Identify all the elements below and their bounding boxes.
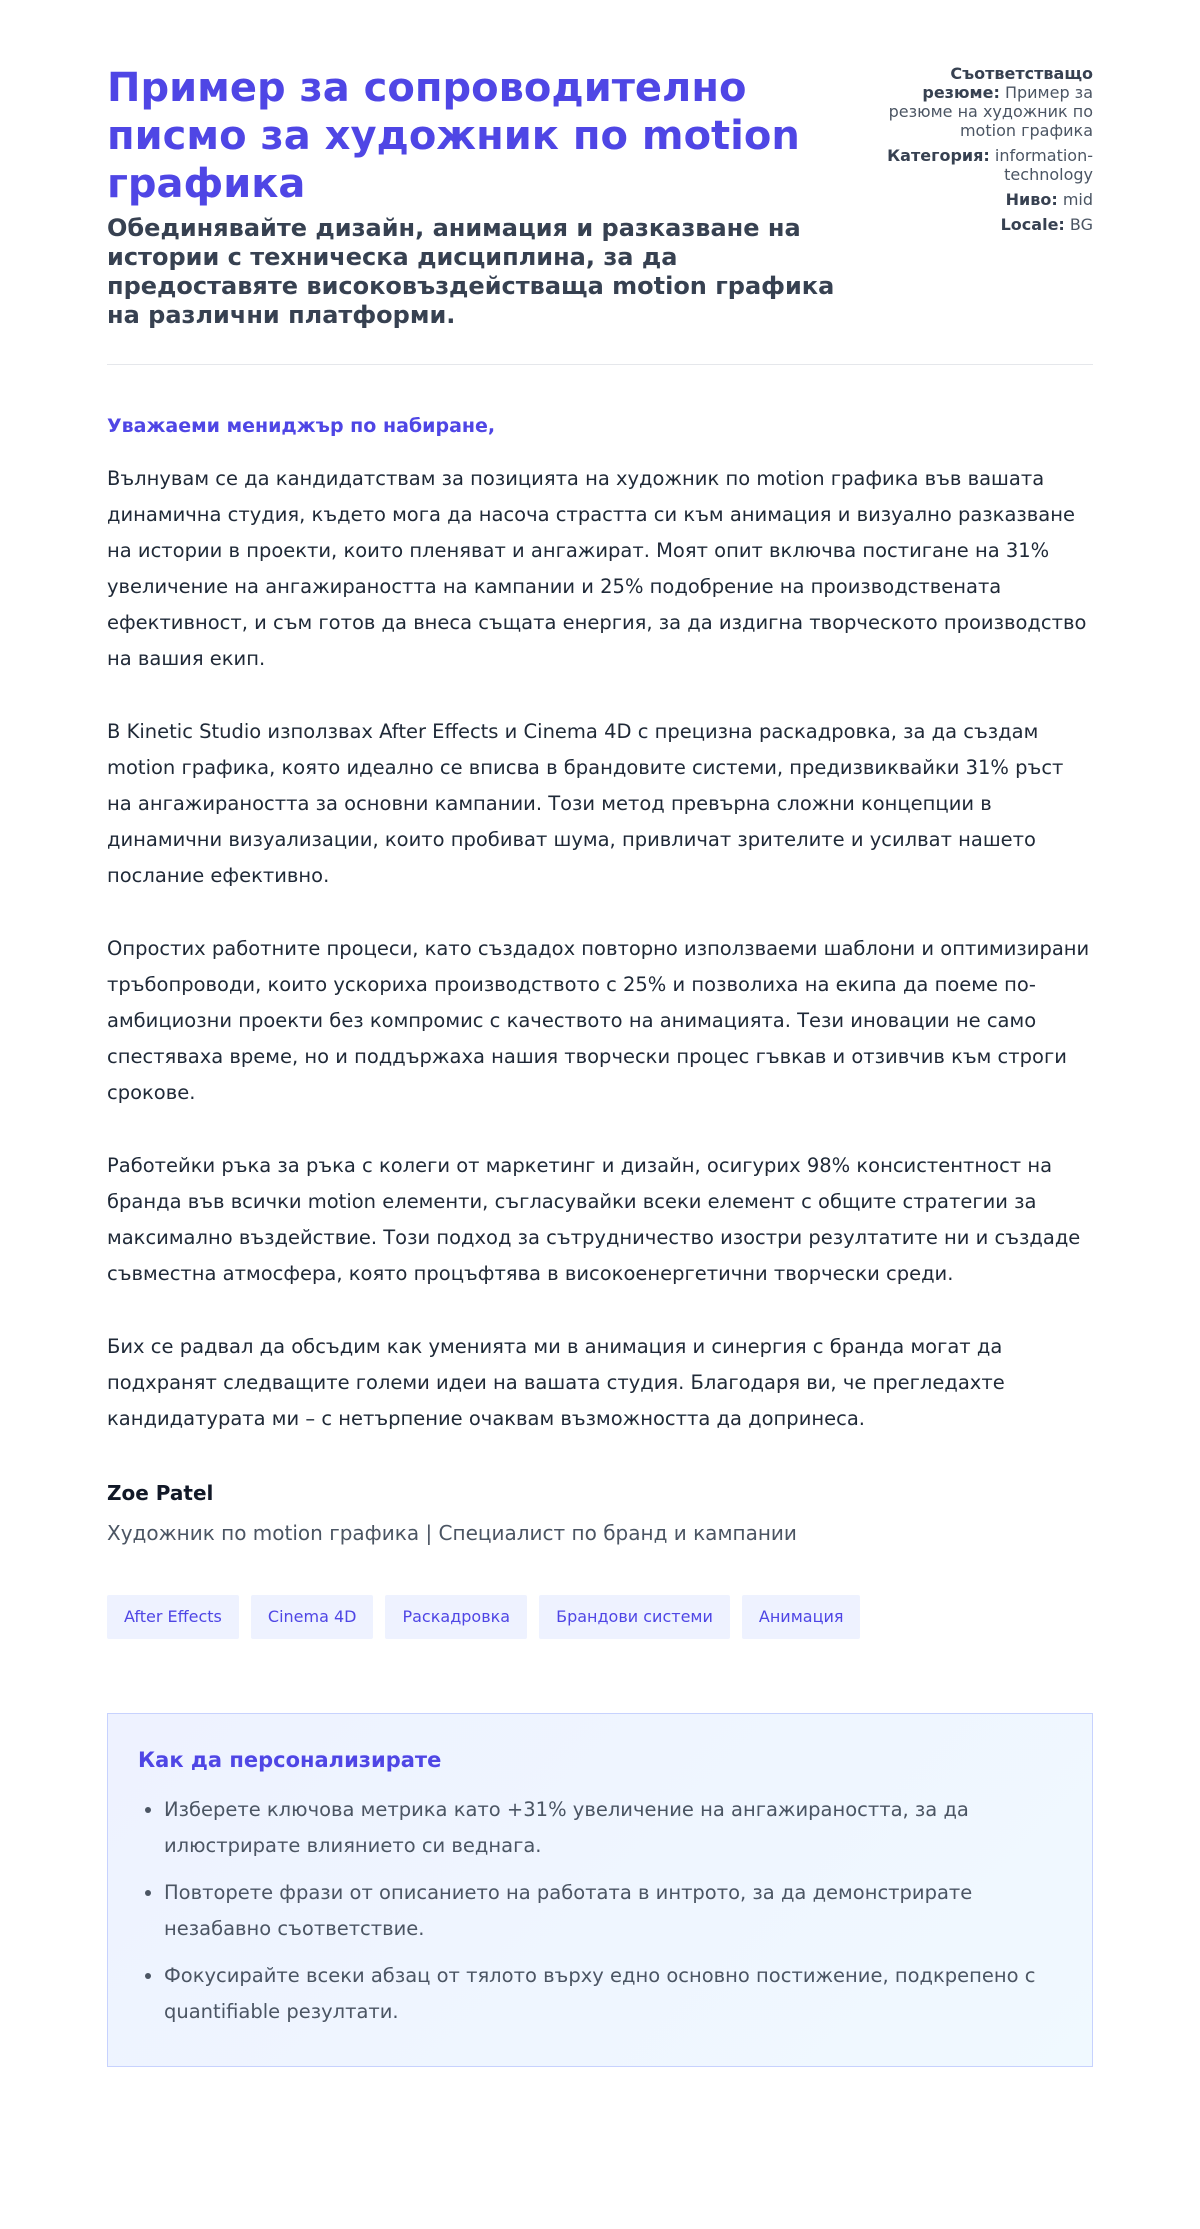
signature-name: Zoe Patel: [107, 1481, 214, 1505]
letter-paragraph: Бих се радвал да обсъдим как уменията ми в анимация и синергия с бранда могат да подхранят следващите големи идеи на вашата студия. Благодаря ви, че прегледахте кандидатурата ми – с нетърпение очаквам възможността да допринеса.: [107, 1335, 1005, 1430]
skill-chip: After Effects: [107, 1595, 239, 1639]
meta-level-value: mid: [1062, 190, 1093, 209]
meta-resume-label: Съответстващо резюме:: [922, 64, 1093, 102]
signature-title: Художник по motion графика | Специалист по бранд и кампании: [107, 1521, 797, 1545]
letter-body: [107, 461, 1093, 1437]
letter-greeting: Уважаеми мениджър по набиране,: [107, 415, 496, 437]
tips-item: • Повторете фрази от описанието на работата в интрото, за да демонстрирате незабавно съответствие.: [164, 1875, 1062, 1947]
tips-item: • Изберете ключова метрика като +31% увеличение на ангажираността, за да илюстрирате влиянието си веднага.: [164, 1792, 1062, 1864]
letter-paragraph: Вълнувам се да кандидатствам за позицията на художник по motion графика във вашата динамична студия, където мога да насоча страстта си към анимация и визуално разказване на истории в проекти, които пленяват и ангажират. Моят опит включва постигане на 31% увеличение на ангажираността на кампании и 25% подобрение на производствената ефективност, и съм готов да внеса същата енергия, за да издигна творческото производство на вашия екип.: [107, 467, 1087, 670]
skill-chip: Анимация: [742, 1595, 861, 1639]
meta-category-label: Категория:: [887, 146, 990, 165]
letter-paragraph: Опростих работните процеси, като създадох повторно използваеми шаблони и оптимизирани тръбопроводи, които ускориха производството с 25% и позволиха на екипа да поеме по-амбициозни проекти без компромис с качеството на анимацията. Тези иновации не само спестяваха време, но и поддържаха нашия творчески процес гъвкав и отзивчив към строги срокове.: [107, 937, 1090, 1104]
letter-paragraph: В Kinetic Studio използвах After Effects и Cinema 4D с прецизна раскадровка, за да създам motion графика, която идеално се вписва в брандовите системи, предизвиквайки 31% ръст на ангажираността за основни кампании. Този метод превърна сложни концепции в динамични визуализации, които пробиват шума, привличат зрителите и усилват нашето послание ефективно.: [107, 720, 1064, 887]
meta-level: [868, 190, 1093, 209]
tips-title: Как да персонализирате: [138, 1748, 442, 1772]
meta-resume-value: Пример за резюме на художник по motion графика: [888, 83, 1093, 140]
meta-level-label: Ниво:: [1005, 190, 1058, 209]
page-title: Пример за сопроводително писмо за художник по motion графика: [107, 65, 800, 207]
tips-item: • Фокусирайте всеки абзац от тялото върху едно основно постижение, подкрепено с quantifiable резултати.: [164, 1958, 1062, 2030]
tips-box: [107, 1713, 1093, 2067]
page-subtitle: Обединявайте дизайн, анимация и разказване на истории с техническа дисциплина, за да предоставяте високовъздействаща motion графика на различни платформи.: [107, 214, 835, 329]
meta-category: [868, 146, 1093, 184]
meta-locale-value: BG: [1069, 215, 1093, 234]
signature: [107, 1481, 1093, 1545]
page-header: [107, 64, 1093, 330]
header-divider: [107, 364, 1093, 365]
meta-panel: [868, 64, 1093, 240]
skill-chip: Брандови системи: [539, 1595, 730, 1639]
meta-resume: [868, 64, 1093, 140]
meta-locale-label: Locale:: [1000, 215, 1065, 234]
cover-letter-page: [107, 0, 1093, 2067]
letter-paragraph: Работейки ръка за ръка с колеги от маркетинг и дизайн, осигурих 98% консистентност на бранда във всички motion елементи, съгласувайки всеки елемент с общите стратегии за максимално въздействие. Този подход за сътрудничество изостри резултатите ни и създаде съвместна атмосфера, която процъфтява в високоенергетични творчески среди.: [107, 1154, 1081, 1285]
skill-chip: Cinema 4D: [251, 1595, 374, 1639]
meta-locale: [868, 215, 1093, 234]
tips-list: [138, 1792, 1062, 2030]
skill-chip: Раскадровка: [385, 1595, 527, 1639]
skills-list: [107, 1595, 1093, 1639]
title-block: [107, 64, 847, 330]
meta-category-value: information-technology: [994, 146, 1093, 184]
